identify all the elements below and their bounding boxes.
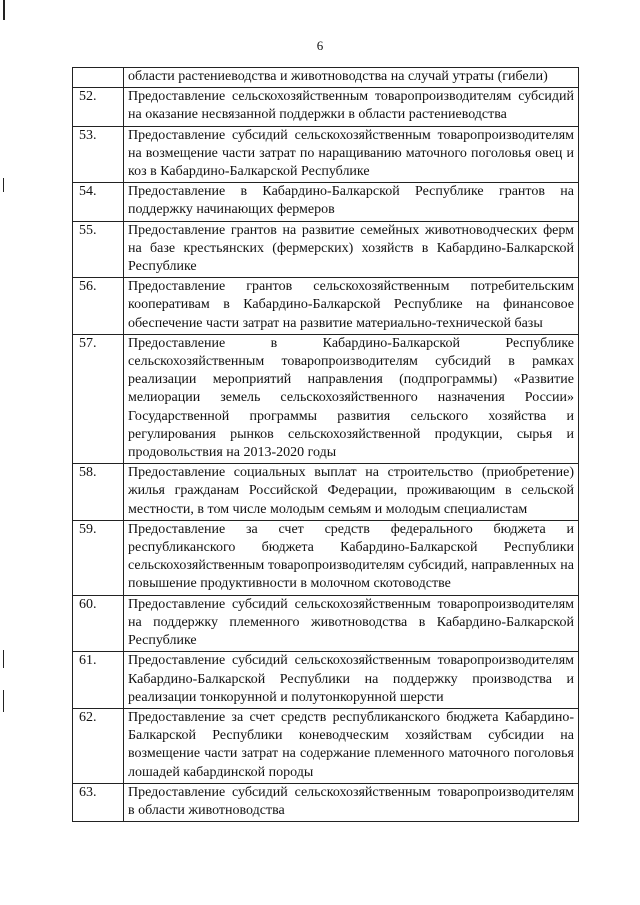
row-text: Предоставление грантов сельскохозяйственным потребительским кооперативам в Кабардино-Балкарской Республике на финансовое обеспечение части затрат на развитие материально-технической базы xyxy=(124,278,579,335)
measures-table-body xyxy=(73,68,579,822)
row-text: Предоставление субсидий сельскохозяйственным товаропроизводителям на поддержку племенного животноводства в Кабардино-Балкарской Республике xyxy=(124,595,579,652)
row-text: Предоставление субсидий сельскохозяйственным товаропроизводителям на возмещение части затрат по наращиванию маточного поголовья овец и коз в Кабардино-Балкарской Республике xyxy=(124,126,579,183)
table-row xyxy=(73,595,579,652)
row-number: 59. xyxy=(73,520,124,595)
table-row xyxy=(73,126,579,183)
row-number: 53. xyxy=(73,126,124,183)
table-row xyxy=(73,652,579,709)
page-number: 6 xyxy=(316,38,324,53)
row-number: 58. xyxy=(73,464,124,521)
table-row xyxy=(73,278,579,335)
row-number: 61. xyxy=(73,652,124,709)
scan-margin-mark xyxy=(3,690,4,712)
row-number: 55. xyxy=(73,221,124,278)
row-number: 56. xyxy=(73,278,124,335)
row-text: Предоставление социальных выплат на строительство (приобретение) жилья гражданам Российской Федерации, проживающим в сельской местности, в том числе молодым семьям и молодым специалистам xyxy=(124,464,579,521)
row-number: 57. xyxy=(73,334,124,463)
table-row xyxy=(73,783,579,821)
row-text: Предоставление сельскохозяйственным товаропроизводителям субсидий на оказание несвязанной поддержки в области растениеводства xyxy=(124,88,579,126)
table-row xyxy=(73,221,579,278)
row-number: 62. xyxy=(73,708,124,783)
table-row xyxy=(73,708,579,783)
row-text: Предоставление за счет средств республиканского бюджета Кабардино-Балкарской Республики коневодческим хозяйствам субсидии на возмещение части затрат на содержание племенного маточного поголовья лошадей кабардинской породы xyxy=(124,708,579,783)
measures-table xyxy=(72,67,579,822)
row-text: области растениеводства и животноводства на случай утраты (гибели) xyxy=(124,68,579,88)
row-number: 60. xyxy=(73,595,124,652)
row-number xyxy=(73,68,124,88)
table-row xyxy=(73,334,579,463)
scan-margin-mark xyxy=(3,0,5,20)
table-row xyxy=(73,68,579,88)
row-number: 54. xyxy=(73,183,124,221)
row-number: 63. xyxy=(73,783,124,821)
table-row xyxy=(73,464,579,521)
table-row xyxy=(73,183,579,221)
row-text: Предоставление за счет средств федерального бюджета и республиканского бюджета Кабардино-Балкарской Республики сельскохозяйственным товаропроизводителям субсидий, направленных на повышение продуктивности в молочном скотоводстве xyxy=(124,520,579,595)
row-text: Предоставление в Кабардино-Балкарской Республике грантов на поддержку начинающих фермеров xyxy=(124,183,579,221)
row-text: Предоставление грантов на развитие семейных животноводческих ферм на базе крестьянских (фермерских) хозяйств в Кабардино-Балкарской Республике xyxy=(124,221,579,278)
row-text: Предоставление в Кабардино-Балкарской Республике сельскохозяйственным товаропроизводителям субсидий в рамках реализации мероприятий направления (подпрограммы) «Развитие мелиорации земель сельскохозяйственного назначения России» Государственной программы развития сельского хозяйства и регулирования рынков сельскохозяйственной продукции, сырья и продовольствия на 2013-2020 годы xyxy=(124,334,579,463)
row-text: Предоставление субсидий сельскохозяйственным товаропроизводителям в области животноводства xyxy=(124,783,579,821)
table-row xyxy=(73,88,579,126)
row-text: Предоставление субсидий сельскохозяйственным товаропроизводителям Кабардино-Балкарской Республики на поддержку производства и реализации тонкорунной и полутонкорунной шерсти xyxy=(124,652,579,709)
scan-margin-mark xyxy=(3,178,4,192)
row-number: 52. xyxy=(73,88,124,126)
table-row xyxy=(73,520,579,595)
scan-margin-mark xyxy=(3,650,4,668)
